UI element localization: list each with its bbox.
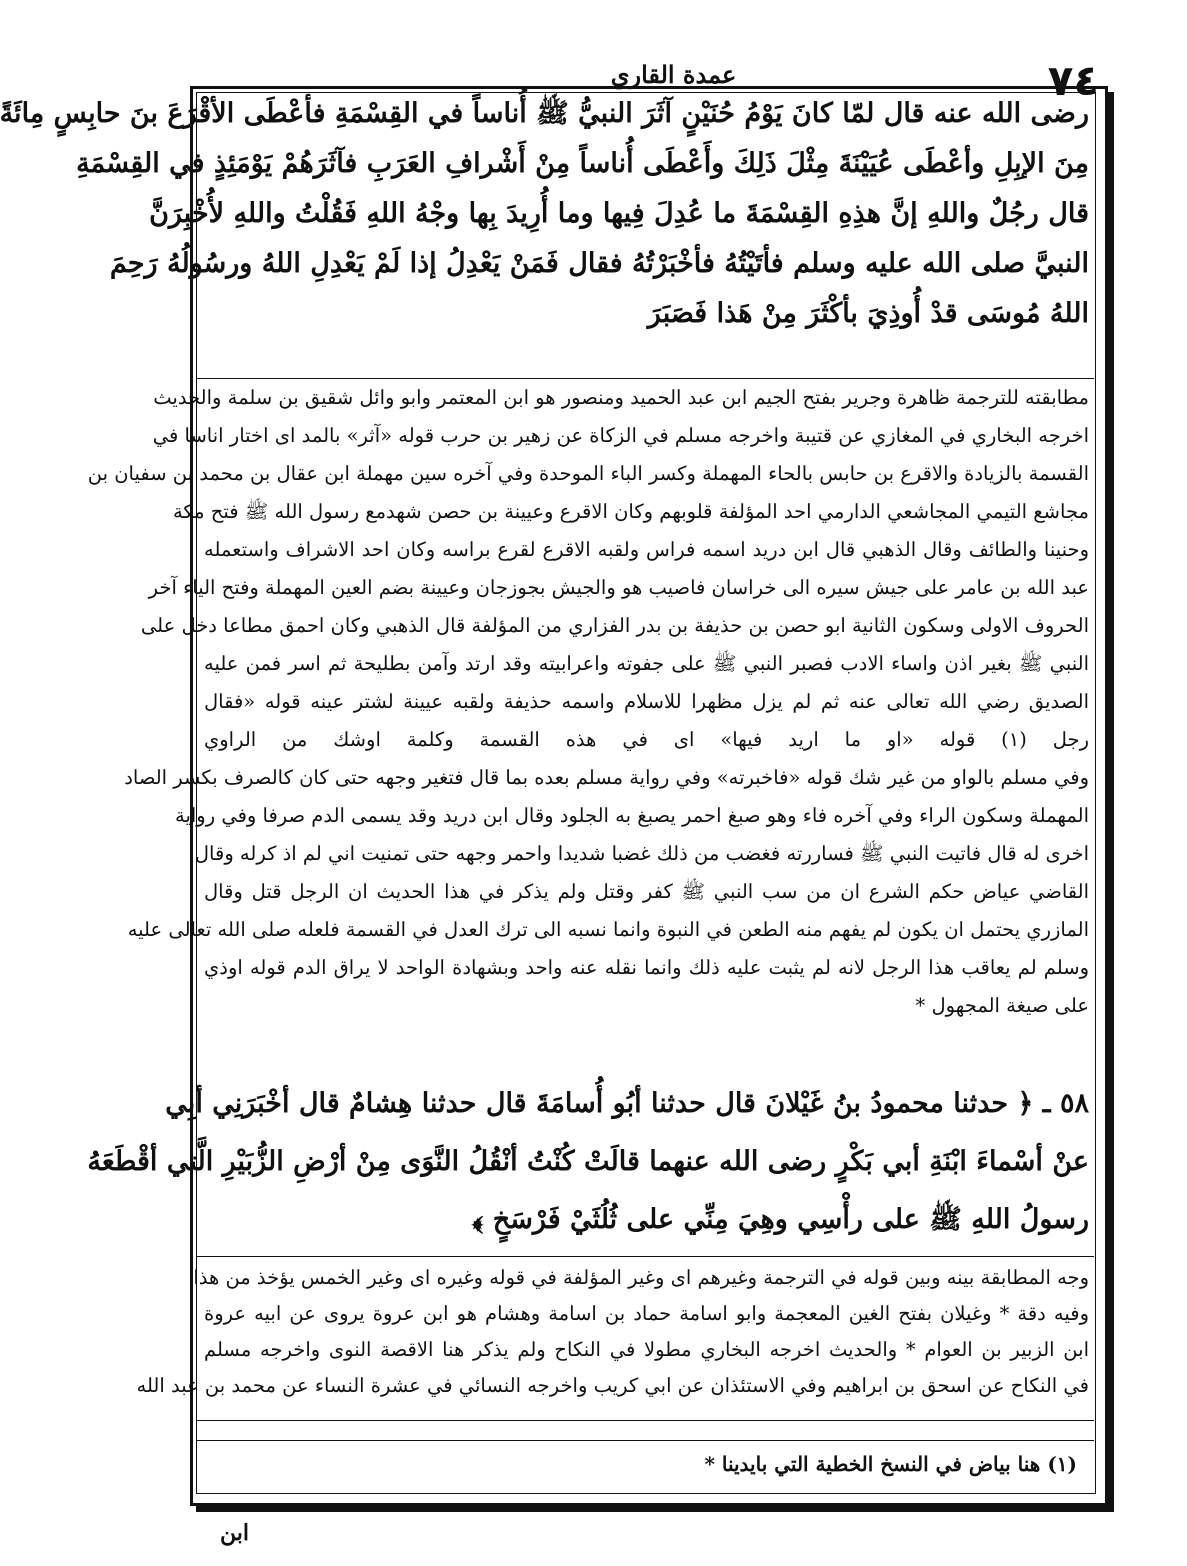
commentary-line: اخرى له قال فاتيت النبي ﷺ فساررته فغضب من ذلك غضبا شديدا واحمر وجهه حتى تمنيت اني لم اذ كرله وقال [194,842,1089,865]
commentary-line: المهملة وسكون الراء وفي آخره فاء وهو صبغ احمر يصبغ به الجلود وقال ابن دريد وقد يسمى الدم صرفا وفي رواية [174,804,1089,827]
commentary-line: وفي مسلم بالواو من غير شك قوله «فاخبرته» وفي رواية مسلم بعده بما قال فتغير وجهه حتى كان كالصرف بكسر الصاد [124,766,1089,789]
commentary-line: القاضي عياض حكم الشرع ان من سب النبي ﷺ كفر وقتل ولم يذكر في هذا الحديث ان الرجل قتل وقال [204,880,1089,903]
hadith-line: رسولُ اللهِ ﷺ على رأْسِي وهِيَ مِنِّي على ثُلُثَيْ فَرْسَخٍ ﴾ [472,1204,1089,1235]
commentary-line: رجل (١) قوله «او ما اريد فيها» اى في هذه القسمة وكلمة اوشك من الراوي [204,728,1090,751]
commentary-line: في النكاح عن اسحق بن ابراهيم وفي الاستئذان عن ابي كريب واخرجه النسائي في عشرة النساء عن محمد بن عبد الله [136,1374,1089,1397]
commentary-line: ابن الزبير بن العوام * والحديث اخرجه البخاري مطولا في النكاح ولم يذكر هنا الاقصة النوى واخرجه مسلم [204,1338,1089,1361]
commentary-line: النبي ﷺ بغير اذن واساء الادب فصبر النبي ﷺ على جفوته واعرابيته وقد ارتد وآمن بطليحة ثم اسر فمن عليه [204,652,1089,675]
hadith-line: اللهُ مُوسَى قدْ أُوذِيَ بأكْثَرَ مِنْ هَذا فَصَبَرَ [647,298,1089,329]
commentary-line: مجاشع التيمي المجاشعي الدارمي احد المؤلفة قلوبهم وكان الاقرع وعيينة بن حصن شهدمع رسول الله ﷺ فتح مكة [172,500,1089,523]
hadith-line: عنْ أسْماءَ ابْنَةِ أبي بَكْرٍ رضى الله عنهما قالَتْ كُنْتُ أنْقُلُ النَّوَى مِنْ أرْضِ الزُّبَيْرِ الَّتي أقْطَعَهُ [87,1146,1089,1177]
commentary-line: عبد الله بن عامر على جيش سيره الى خراسان فاصيب هو والجيش بجوزجان وعيينة بضم العين المهملة وفتح الياء آخر [148,576,1089,599]
divider [196,378,1094,379]
commentary-block-1 [87,386,1090,1034]
hadith-line: ٥٨ ـ ﴿ حدثنا محمودُ بنُ غَيْلانَ قال حدثنا أبُو أُسامَةَ قال حدثنا هِشامٌ قال أخْبَرَنِي أبِي [165,1088,1089,1119]
commentary-line: الصديق رضي الله تعالى عنه ثم لم يزل مظهرا للاسلام واسمه حذيفة ولقبه عيينة لشتر عينه قوله «فقال [204,690,1089,713]
footnote-divider [196,1440,1094,1441]
hadith-block-58 [87,1088,1089,1264]
hadith-line: رضى الله عنه قال لمّا كانَ يَوْمُ حُنَيْنٍ آثَرَ النبيُّ ﷺ أُناساً في القِسْمَةِ فأعْطَى الأقْرَعَ بنَ حابِسٍ مِائَةً [0,98,1089,129]
commentary-line: وحنينا والطائف وقال الذهبي قال ابن دريد اسمه فراس ولقبه الاقرع لقرع براسه وكان احد الاشراف واستعمله [204,538,1089,561]
hadith-line: قال رجُلٌ واللهِ إنَّ هذِهِ القِسْمَةَ ما عُدِلَ فِيها وما أُرِيدَ بِها وجْهُ اللهِ فَقُلْتُ واللهِ لأُخْبِرَنَّ [149,198,1089,229]
footnote: (١) هنا بياض في النسخ الخطية التي بايدينا * [704,1452,1077,1476]
hadith-line: النبيَّ صلى الله عليه وسلم فأتَيْتُهُ فأخْبَرْتُهُ فقال فَمَنْ يَعْدِلُ إذا لَمْ يَعْدِلِ اللهُ ورسُولُهُ رَحِمَ [109,248,1089,279]
commentary-line: مطابقته للترجمة ظاهرة وجرير بفتح الجيم ابن عبد الحميد ومنصور هو ابن المعتمر وابو وائل شقيق بن سلمة والحديث [153,386,1089,409]
catchword: ابن [220,1520,249,1546]
running-title: عمدة القاري [610,60,737,89]
commentary-line: الحروف الاولى وسكون الثانية ابو حصن بن حذيفة بن بدر الفزاري من المؤلفة قال الذهبي وكان احمق مطاعا دخل على [140,614,1089,637]
commentary-block-2 [136,1266,1089,1412]
divider [196,1256,1094,1257]
commentary-line: القسمة بالزيادة والاقرع بن حابس بالحاء المهملة وكسر الباء الموحدة وفي آخره سين مهملة ابن عقال بن محمد بن سفيان بن [87,462,1089,485]
page-number: ٧٤ [1047,56,1099,105]
commentary-line: وسلم لم يعاقب هذا الرجل لانه لم يثبت عليه ذلك وانما نقله عنه واحد وبشهادة الواحد لا يراق الدم قوله اوذي [204,956,1089,979]
commentary-line: المازري يحتمل ان يكون لم يفهم منه الطعن في النبوة وانما نسبه الى ترك العدل في القسمة فلعله صلى الله تعالى عليه [127,918,1089,941]
commentary-line: اخرجه البخاري في المغازي عن قتيبة واخرجه مسلم في الزكاة عن زهير بن حرب قوله «آثر» بالمد اى اختار اناسا في [152,424,1089,447]
hadith-block-1 [0,98,1089,350]
commentary-line: وجه المطابقة بينه وبين قوله في الترجمة وغيرهم اى وغير المؤلفة في قوله وغيره اى وغير الخمس يؤخذ من هذا [193,1266,1089,1289]
footnote-divider [196,1420,1094,1421]
commentary-line: على صيغة المجهول * [915,994,1089,1017]
commentary-line: وفيه دقة * وغيلان بفتح الغين المعجمة وابو اسامة حماد بن اسامة وهشام هو ابن عروة يروى عن ابيه عروة [204,1302,1089,1325]
hadith-line: مِنَ الإبِلِ وأعْطَى عُيَيْنَةَ مِثْلَ ذَلِكَ وأَعْطَى أُناساً مِنْ أَشْرافِ العَرَبِ فآثَرَهُمْ يَوْمَئِذٍ في القِسْمَةِ [76,148,1089,179]
